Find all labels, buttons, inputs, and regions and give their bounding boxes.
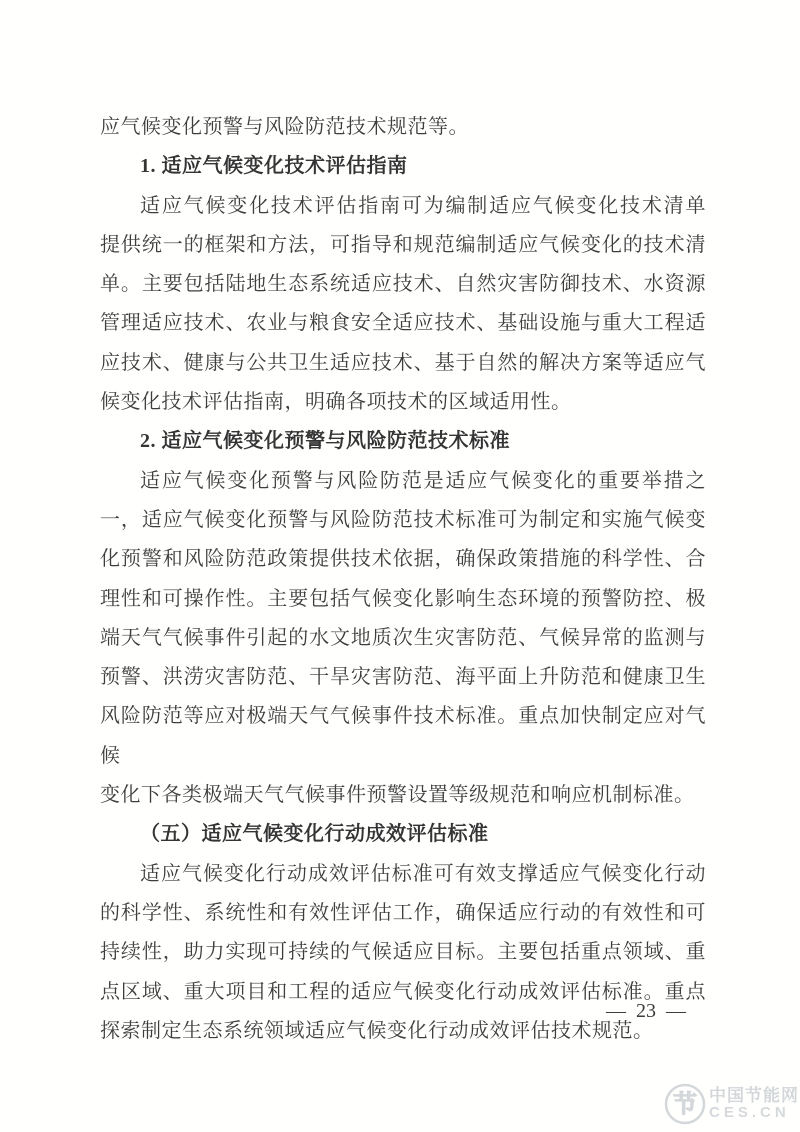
text-line: 适应气候变化行动成效评估标准可有效支撑适应气候变化行动 [140, 862, 706, 885]
text-line: 预警、洪涝灾害防范、干旱灾害防范、海平面上升防范和健康卫生 [100, 666, 706, 689]
section-heading-5: （五）适应气候变化行动成效评估标准 [140, 823, 489, 846]
ces-logo-icon [663, 1082, 707, 1126]
page-number [100, 1000, 706, 1023]
text-line: 管理适应技术、农业与粮食安全适应技术、基础设施与重大工程适 [100, 312, 706, 335]
text-line: 的科学性、系统性和有效性评估工作，确保适应行动的有效性和可 [100, 901, 706, 924]
numbered-heading-2: 2. 适应气候变化预警与风险防范技术标准 [140, 430, 510, 453]
text-line: 端天气气候事件引起的水文地质次生灾害防范、气候异常的监测与 [100, 626, 706, 649]
text-line: 适应气候变化预警与风险防范是适应气候变化的重要举措之 [140, 469, 706, 492]
text-line: 适应气候变化技术评估指南可为编制适应气候变化技术清单 [140, 194, 706, 217]
text-line: 变化下各类极端天气气候事件预警设置等级规范和响应机制标准。 [100, 784, 695, 807]
text-line: 化预警和风险防范政策提供技术依据，确保政策措施的科学性、合 [100, 548, 706, 571]
page-number-dash-left: — [606, 1000, 626, 1022]
ces-logo-glyph: 节 [673, 1092, 697, 1118]
text-line: 一，适应气候变化预警与风险防范技术标准可为制定和实施气候变 [100, 508, 706, 531]
text-line: 应技术、健康与公共卫生适应技术、基于自然的解决方案等适应气 [100, 351, 706, 374]
document-body [100, 108, 706, 1051]
text-line: 点区域、重大项目和工程的适应气候变化行动成效评估标准。重点 [100, 980, 706, 1003]
text-line: 候变化技术评估指南，明确各项技术的区域适用性。 [100, 391, 572, 414]
text-line: 单。主要包括陆地生态系统适应技术、自然灾害防御技术、水资源 [100, 273, 706, 296]
ces-watermark [663, 1082, 799, 1126]
text-line: 探索制定生态系统领域适应气候变化行动成效评估技术规范。 [100, 1019, 654, 1042]
text-line: 持续性，助力实现可持续的气候适应目标。主要包括重点领域、重 [100, 941, 706, 964]
watermark-text [709, 1087, 799, 1121]
text-line: 风险防范等应对极端天气气候事件技术标准。重点加快制定应对气候 [100, 705, 706, 767]
watermark-site-name: 中国节能网 [709, 1086, 799, 1106]
watermark-site-domain: CES.CN [709, 1104, 790, 1122]
text-line: 理性和可操作性。主要包括气候变化影响生态环境的预警防控、极 [100, 587, 706, 610]
numbered-heading-1: 1. 适应气候变化技术评估指南 [140, 155, 408, 178]
text-line: 应气候变化预警与风险防范技术规范等。 [100, 116, 469, 138]
page-number-value: 23 [636, 1000, 656, 1022]
text-line: 提供统一的框架和方法，可指导和规范编制适应气候变化的技术清 [100, 233, 706, 256]
page-number-dash-right: — [666, 1000, 686, 1022]
